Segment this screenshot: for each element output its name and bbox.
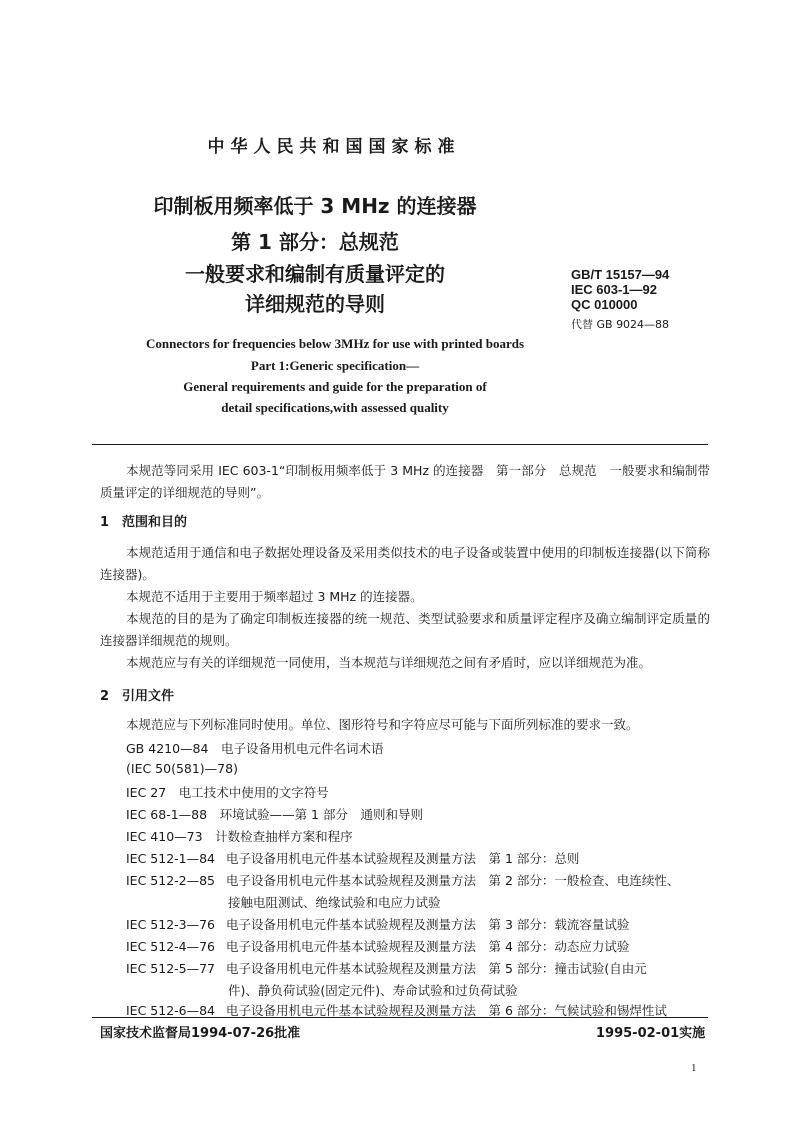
section-1-number: 1: [100, 515, 110, 530]
ref-desc-continuation: 件)、静负荷试验(固定元件)、寿命试验和过负荷试验: [228, 983, 518, 998]
ref-desc: 电子设备用机电元件名词术语: [220, 741, 384, 756]
section-1-para-2: 本规范不适用于主要用于频率超过 3 MHz 的连接器。: [126, 589, 423, 604]
title-cn-line-4: 详细规范的导则: [245, 292, 385, 316]
ref-item: [126, 783, 329, 801]
ref-id: IEC 512-4—76: [126, 939, 216, 954]
title-cn-line-3: 一般要求和编制有质量评定的: [185, 262, 445, 286]
ref-desc: 电工技术中使用的文字符号: [178, 785, 329, 800]
section-1-para-3: 本规范的目的是为了确定印制板连接器的统一规范、类型试验要求和质量评定程序及确立编制评定质量的连接器详细规范的规则。: [100, 611, 710, 648]
ref-item: [126, 959, 647, 977]
ref-id: IEC 512-3—76: [126, 917, 216, 932]
code-replaces: 代替 GB 9024—88: [571, 318, 670, 331]
ref-id: IEC 512-6—84: [126, 1003, 216, 1018]
title-cn-line-1: 印制板用频率低于 3 MHz 的连接器: [153, 194, 477, 218]
ref-id: IEC 410—73: [126, 829, 203, 844]
ref-item: [126, 761, 238, 776]
ref-item: [126, 827, 353, 845]
title-en-line-3: General requirements and guide for the preparation of: [183, 379, 487, 394]
section-2-intro-block: [100, 714, 710, 736]
national-standard-header: 中华人民共和国国家标准: [207, 137, 461, 157]
ref-item: [126, 805, 423, 823]
ref-item: [126, 915, 629, 933]
section-2-number: 2: [100, 689, 110, 704]
section-1-para-1: 本规范适用于通信和电子数据处理设备及采用类似技术的电子设备或装置中使用的印制板连接器(以下简称连接器)。: [100, 545, 710, 582]
ref-id: IEC 27: [126, 785, 167, 800]
ref-id: IEC 68-1—88: [126, 807, 208, 822]
section-1-para-4: 本规范应与有关的详细规范一同使用，当本规范与详细规范之间有矛盾时，应以详细规范为准。: [126, 655, 652, 670]
top-divider: [92, 444, 708, 445]
section-2-heading: [100, 686, 710, 708]
ref-id: IEC 512-1—84: [126, 851, 216, 866]
ref-item: [126, 849, 579, 867]
intro-block: [100, 460, 710, 504]
section-1-body: [100, 542, 710, 674]
ref-desc: 电子设备用机电元件基本试验规程及测量方法 第 2 部分：一般检查、电连续性、: [226, 873, 680, 888]
ref-desc-continuation: 接触电阻测试、绝缘试验和电应力试验: [228, 895, 441, 910]
title-en-line-1: Connectors for frequencies below 3MHz for use with printed boards: [145, 336, 525, 351]
code-iec: IEC 603-1—92: [571, 282, 657, 297]
title-en-line-2: Part 1:Generic specification—: [250, 358, 420, 373]
ref-desc: 电子设备用机电元件基本试验规程及测量方法 第 6 部分：气候试验和锡焊性试: [226, 1003, 667, 1018]
title-cn-line-2: 第 1 部分：总规范: [231, 230, 399, 254]
page-number: 1: [691, 1062, 697, 1074]
ref-desc: 电子设备用机电元件基本试验规程及测量方法 第 4 部分：动态应力试验: [226, 939, 630, 954]
section-1-title: 范围和目的: [122, 515, 188, 530]
ref-id: IEC 512-5—77: [126, 961, 216, 976]
effective-date: 1995-02-01实施: [596, 1026, 706, 1041]
ref-desc: 电子设备用机电元件基本试验规程及测量方法 第 5 部分：撞击试验(自由元: [226, 961, 647, 976]
ref-desc: 电子设备用机电元件基本试验规程及测量方法 第 1 部分：总则: [226, 851, 580, 866]
ref-id: IEC 512-2—85: [126, 873, 216, 888]
ref-id: GB 4210—84: [126, 741, 209, 756]
bottom-divider: [92, 1017, 708, 1018]
ref-desc: 计数检查抽样方案和程序: [215, 829, 353, 844]
ref-desc: 环境试验——第 1 部分 通则和导则: [219, 807, 423, 822]
title-en-line-4: detail specifications,with assessed quality: [221, 400, 449, 415]
code-gb: GB/T 15157—94: [571, 267, 670, 282]
section-2-title: 引用文件: [122, 689, 175, 704]
code-qc: QC 010000: [571, 297, 638, 312]
ref-item: [126, 937, 629, 955]
ref-item: [126, 871, 679, 889]
ref-desc: 电子设备用机电元件基本试验规程及测量方法 第 3 部分：载流容量试验: [226, 917, 630, 932]
ref-id: (IEC 50(581)—78): [126, 761, 238, 776]
ref-item: [126, 739, 383, 757]
intro-paragraph: 本规范等同采用 IEC 603-1“印制板用频率低于 3 MHz 的连接器 第一部分 总规范 一般要求和编制带质量评定的详细规范的导则”。: [100, 463, 710, 500]
section-1-heading: [100, 512, 710, 534]
section-2-intro: 本规范应与下列标准同时使用。单位、图形符号和字符应尽可能与下面所列标准的要求一致。: [126, 717, 639, 732]
issued-date: 国家技术监督局1994-07-26批准: [100, 1026, 301, 1041]
